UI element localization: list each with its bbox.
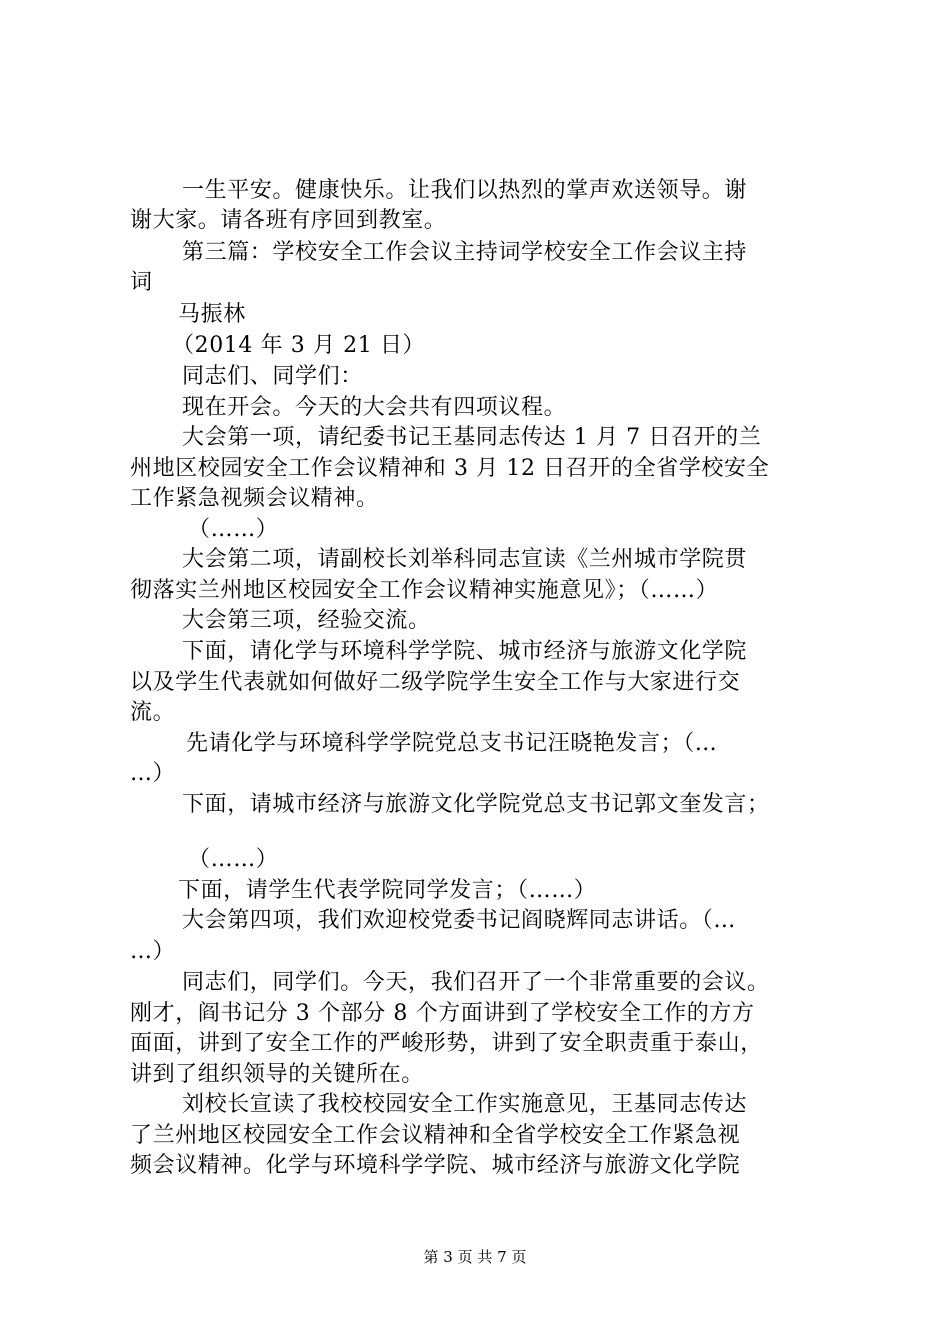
text-line: 刘校长宣读了我校校园安全工作实施意见，王基同志传达	[182, 1092, 748, 1117]
text-line: 大会第三项，经验交流。	[182, 608, 431, 633]
text-line: 大会第二项，请副校长刘举科同志宣读《兰州城市学院贯	[182, 547, 748, 572]
text-line: 一生平安。健康快乐。让我们以热烈的掌声欢送领导。谢	[182, 178, 748, 203]
text-line: 下面，请化学与环境科学学院、城市经济与旅游文化学院	[182, 639, 748, 664]
text-line: 同志们，同学们。今天，我们召开了一个非常重要的会议。	[182, 970, 770, 995]
text-line: 工作紧急视频会议精神。	[130, 486, 379, 511]
text-line: 同志们、同学们：	[182, 364, 363, 389]
date-line: （2014 年 3 月 21 日）	[172, 333, 426, 358]
text-line: 了兰州地区校园安全工作会议精神和全省学校安全工作紧急视	[130, 1123, 741, 1148]
text-line: 彻落实兰州地区校园安全工作会议精神实施意见》；（……）	[130, 578, 719, 603]
text-line: 先请化学与环境科学学院党总支书记汪晓艳发言；（…	[186, 731, 718, 756]
text-line: 大会第一项，请纪委书记王基同志传达 1 月 7 日召开的兰	[182, 425, 762, 450]
text-line: （……）	[188, 517, 279, 542]
text-line: 下面，请学生代表学院同学发言；（……）	[178, 878, 597, 903]
text-line: 谢大家。请各班有序回到教室。	[130, 208, 447, 233]
text-line: 面面，讲到了安全工作的严峻形势，讲到了安全职责重于泰山，	[130, 1031, 763, 1056]
author-line: 马振林	[178, 302, 246, 327]
text-line: （……）	[188, 847, 279, 872]
text-line: 词	[130, 270, 153, 295]
text-line: 频会议精神。化学与环境科学学院、城市经济与旅游文化学院	[130, 1153, 741, 1178]
text-line: 刚才，阎书记分 3 个部分 8 个方面讲到了学校安全工作的方方	[130, 1001, 755, 1026]
text-line: 州地区校园安全工作会议精神和 3 月 12 日召开的全省学校安全	[130, 456, 770, 481]
text-line: 现在开会。今天的大会共有四项议程。	[182, 395, 567, 420]
text-line: 讲到了组织领导的关键所在。	[130, 1062, 424, 1087]
text-line: …）	[130, 939, 176, 964]
text-line: 下面，请城市经济与旅游文化学院党总支书记郭文奎发言；	[182, 792, 770, 817]
text-line: 流。	[130, 700, 176, 725]
page-footer: 第 3 页 共 7 页	[423, 1248, 527, 1266]
text-line: …）	[130, 761, 176, 786]
text-line: 第三篇：学校安全工作会议主持词学校安全工作会议主持	[182, 240, 748, 265]
text-line: 以及学生代表就如何做好二级学院学生安全工作与大家进行交	[130, 670, 741, 695]
text-line: 大会第四项，我们欢迎校党委书记阎晓辉同志讲话。（…	[182, 908, 737, 933]
